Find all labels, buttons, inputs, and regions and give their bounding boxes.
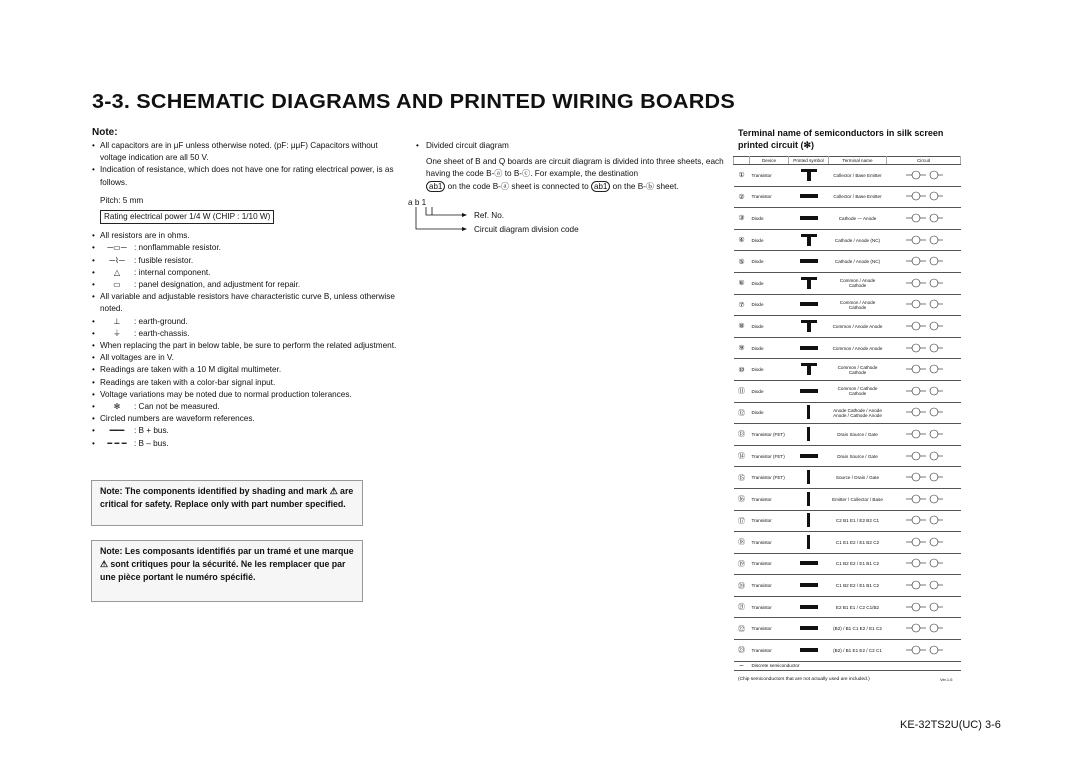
device-name: Transistor xyxy=(750,488,789,510)
circuit-symbol xyxy=(887,596,961,618)
table-row xyxy=(734,229,961,251)
circuit-symbol xyxy=(887,575,961,597)
circuit-symbol-icon xyxy=(904,405,944,419)
printed-symbol-icon xyxy=(800,605,818,609)
division-code-label: Circuit diagram division code xyxy=(474,224,579,234)
code-ab1: ab1 xyxy=(426,181,445,192)
printed-symbol-icon xyxy=(801,363,817,375)
printed-symbol xyxy=(789,488,829,510)
row-number: ⑧ xyxy=(734,316,750,338)
note-item xyxy=(92,364,400,376)
safety-note-en-text: Note: The components identified by shading and mark ⚠ are critical for safety. Replace only with part number specified. xyxy=(100,486,354,509)
circuit-symbol xyxy=(887,532,961,554)
printed-symbol-icon xyxy=(807,535,810,549)
circuit-symbol-icon xyxy=(904,297,944,311)
circuit-symbol-icon xyxy=(904,643,944,657)
safety-note-en xyxy=(91,480,363,526)
note-item xyxy=(92,316,400,328)
terminal-name-text: Collector / Base Emitter xyxy=(833,194,882,200)
printed-symbol-icon xyxy=(800,561,818,565)
device-name: Diode xyxy=(750,294,789,316)
table-row xyxy=(734,251,961,273)
circuit-symbol xyxy=(887,272,961,294)
row-number: ⑪ xyxy=(734,380,750,402)
terminal-name xyxy=(829,272,887,294)
col-terminal-name: Terminal name xyxy=(829,157,887,165)
table-row xyxy=(734,424,961,446)
table-row xyxy=(734,316,961,338)
terminal-name xyxy=(829,596,887,618)
note-item xyxy=(92,340,400,352)
terminal-name xyxy=(829,575,887,597)
printed-symbol xyxy=(789,424,829,446)
device-name: Diode xyxy=(750,251,789,273)
divided-diagram-section xyxy=(408,140,736,237)
printed-symbol xyxy=(789,553,829,575)
printed-symbol-icon xyxy=(800,194,818,198)
device-name: Transistor xyxy=(750,510,789,532)
table-row xyxy=(734,208,961,230)
legend-symbol: ⏚ xyxy=(112,328,122,338)
legend-text: Readings are taken with a 10 M digital multimeter. xyxy=(100,365,282,375)
terminal-name-text: Common / Anode Anode xyxy=(832,323,883,329)
terminal-name xyxy=(829,359,887,381)
circuit-symbol-icon xyxy=(904,492,944,506)
printed-symbol-icon xyxy=(801,234,817,246)
terminal-name xyxy=(829,294,887,316)
legend-symbol: ✻ xyxy=(113,402,121,412)
circuit-symbol xyxy=(887,229,961,251)
printed-symbol-icon xyxy=(807,470,810,484)
row-number: ⑤ xyxy=(734,251,750,273)
device-name: Diode xyxy=(750,229,789,251)
printed-symbol-icon xyxy=(800,626,818,630)
device-name: Diode xyxy=(750,208,789,230)
col-no xyxy=(734,157,750,165)
printed-symbol xyxy=(789,402,829,424)
note-item xyxy=(92,438,400,450)
printed-symbol-icon xyxy=(800,648,818,652)
row-number: ① xyxy=(734,165,750,187)
terminal-name xyxy=(829,640,887,662)
table-row xyxy=(734,165,961,187)
device-name: Transistor (FET) xyxy=(750,424,789,446)
legend-symbol: ▭ xyxy=(113,280,121,290)
legend-text: : B – bus. xyxy=(134,438,169,448)
row-number: ⑲ xyxy=(734,553,750,575)
circuit-symbol-icon xyxy=(904,427,944,441)
printed-symbol-icon xyxy=(800,583,818,587)
device-name: Transistor xyxy=(750,575,789,597)
printed-symbol xyxy=(789,596,829,618)
circuit-symbol-icon xyxy=(904,600,944,614)
terminal-name-text: Anode Cathode / Anode Anode / Cathode Anode xyxy=(833,407,882,418)
terminal-name-text: Source / Drain / Gate xyxy=(835,475,880,481)
legend-text: : B + bus. xyxy=(134,426,169,436)
terminal-name xyxy=(829,467,887,489)
table-row xyxy=(734,186,961,208)
circuit-symbol xyxy=(887,467,961,489)
printed-symbol-icon xyxy=(807,492,810,506)
legend-text: : earth-chassis. xyxy=(134,328,190,338)
device-name: Transistor xyxy=(750,618,789,640)
device-name: Transistor xyxy=(750,165,789,187)
circuit-symbol-icon xyxy=(904,621,944,635)
col-circuit: Circuit xyxy=(887,157,961,165)
terminal-name-text: (B2) / B1 C1 E2 / E1 C2 xyxy=(833,626,882,632)
row-number: ⑯ xyxy=(734,488,750,510)
row-number: ⑰ xyxy=(734,510,750,532)
legend-symbol: ━ ━ ━ xyxy=(107,438,127,448)
note-item xyxy=(92,377,400,389)
legend-symbol: ━━━ xyxy=(109,426,125,436)
terminal-name-text: Common / Anode Anode xyxy=(832,345,883,351)
terminal-name-text: Cathode / Anode (NC) xyxy=(834,259,881,265)
legend-symbol: ⊥ xyxy=(113,316,121,326)
legend-text: Readings are taken with a color-bar signal input. xyxy=(100,377,276,387)
note-item xyxy=(92,255,400,267)
semiconductor-table-heading: Terminal name of semiconductors in silk screen printed circuit (✻) xyxy=(738,128,944,150)
printed-symbol-icon xyxy=(807,405,810,419)
ref-no-label: Ref. No. xyxy=(474,210,505,220)
printed-symbol-icon xyxy=(801,320,817,332)
legend-text: Circled numbers are waveform references. xyxy=(100,414,255,424)
printed-symbol xyxy=(789,575,829,597)
circuit-symbol-icon xyxy=(904,254,944,268)
safety-note-fr xyxy=(91,540,363,602)
circuit-symbol xyxy=(887,251,961,273)
terminal-name xyxy=(829,251,887,273)
circuit-symbol xyxy=(887,402,961,424)
row-number: ⑳ xyxy=(734,575,750,597)
table-row xyxy=(734,640,961,662)
printed-symbol-icon xyxy=(800,346,818,350)
terminal-name-text: Cathode — Anode xyxy=(838,215,877,221)
note-item xyxy=(92,291,400,315)
device-name: Diode xyxy=(750,359,789,381)
table-row xyxy=(734,294,961,316)
circuit-symbol-icon xyxy=(904,384,944,398)
printed-symbol-icon xyxy=(800,389,818,393)
device-name: Transistor (FET) xyxy=(750,445,789,467)
page-footer: KE-32TS2U(UC) 3-6 xyxy=(900,719,1001,731)
terminal-name-text: C2 B1 E1 / E2 B2 C1 xyxy=(835,518,880,524)
circuit-symbol-icon xyxy=(904,556,944,570)
legend-text: : fusible resistor. xyxy=(134,255,194,265)
printed-symbol xyxy=(789,510,829,532)
table-row xyxy=(734,359,961,381)
circuit-symbol xyxy=(887,186,961,208)
printed-symbol xyxy=(789,208,829,230)
terminal-name-text: Common / Anode Cathode xyxy=(839,299,876,310)
note-item xyxy=(92,352,400,364)
row-number: ② xyxy=(734,186,750,208)
device-name: Transistor xyxy=(750,640,789,662)
row-number: ㉒ xyxy=(734,618,750,640)
note-item xyxy=(92,328,400,340)
printed-symbol xyxy=(789,467,829,489)
terminal-name xyxy=(829,229,887,251)
terminal-name-text: C1 E1 E2 / E1 B2 C2 xyxy=(835,539,880,545)
printed-symbol-icon xyxy=(801,169,817,181)
table-row xyxy=(734,272,961,294)
circuit-symbol xyxy=(887,618,961,640)
device-name: Diode xyxy=(750,272,789,294)
legend-symbol: △ xyxy=(113,267,121,277)
legend-text: : earth-ground. xyxy=(134,316,188,326)
row-number: ㉓ xyxy=(734,640,750,662)
printed-symbol xyxy=(789,359,829,381)
note-item xyxy=(92,230,400,242)
printed-symbol-icon xyxy=(801,277,817,289)
divided-text: One sheet of B and Q boards are circuit diagram is divided into three sheets, each having the code B-ⓐ to B-ⓒ. For example, the destination ab1 on the code B-ⓐ sheet is connected to ab1 on the B-ⓑ sheet. xyxy=(426,157,724,191)
circuit-symbol-icon xyxy=(904,341,944,355)
terminal-name-text: Common / Anode Cathode xyxy=(839,278,876,289)
table-row xyxy=(734,575,961,597)
table-row xyxy=(734,618,961,640)
row-number: ⑬ xyxy=(734,424,750,446)
circuit-symbol xyxy=(887,380,961,402)
printed-symbol xyxy=(789,186,829,208)
printed-symbol-icon xyxy=(807,513,810,527)
terminal-name-text: E2 B1 E1 / C2 C1/B2 xyxy=(835,604,880,610)
legend-text: : Can not be measured. xyxy=(134,402,220,412)
table-footnote: (Chip semiconductors that are not actually used are included.) xyxy=(738,677,870,682)
circuit-symbol-icon xyxy=(904,189,944,203)
notes-column xyxy=(92,140,400,450)
row-number: ⑮ xyxy=(734,467,750,489)
row-number: ④ xyxy=(734,229,750,251)
printed-symbol-icon xyxy=(807,427,810,441)
printed-symbol xyxy=(789,165,829,187)
terminal-name-text: Cathode / Anode (NC) xyxy=(834,237,881,243)
discrete-label: Discrete semiconductor xyxy=(750,661,961,670)
terminal-name-text: Emitter / Collector / Base xyxy=(832,496,883,502)
printed-symbol-icon xyxy=(800,259,818,263)
terminal-name xyxy=(829,186,887,208)
circuit-symbol xyxy=(887,553,961,575)
circuit-symbol-icon xyxy=(904,276,944,290)
table-row xyxy=(734,532,961,554)
printed-symbol-icon xyxy=(800,302,818,306)
legend-symbol: ─⌇─ xyxy=(109,255,125,265)
row-number: ⑱ xyxy=(734,532,750,554)
divided-heading: • Divided circuit diagram xyxy=(416,141,509,150)
device-name: Transistor xyxy=(750,596,789,618)
table-row xyxy=(734,445,961,467)
printed-symbol-icon xyxy=(800,216,818,220)
code-diagram xyxy=(408,197,736,237)
note-item xyxy=(92,413,400,425)
terminal-name xyxy=(829,380,887,402)
terminal-name xyxy=(829,488,887,510)
circuit-symbol xyxy=(887,208,961,230)
legend-text: When replacing the part in below table, be sure to perform the related adjustment. xyxy=(100,341,397,351)
circuit-symbol xyxy=(887,488,961,510)
note-item: • All capacitors are in μF unless otherwise noted. (pF: μμF) Capacitors without voltage indication are all 50 V. xyxy=(92,140,400,164)
note-item xyxy=(92,389,400,401)
terminal-name-text: Drain Source / Gate xyxy=(837,453,878,459)
terminal-name-text: C1 B2 E2 / E1 B1 C2 xyxy=(835,561,880,567)
code-ab1: ab1 xyxy=(591,181,610,192)
terminal-name xyxy=(829,402,887,424)
circuit-symbol xyxy=(887,445,961,467)
printed-symbol xyxy=(789,532,829,554)
table-row xyxy=(734,402,961,424)
row-number: ⑥ xyxy=(734,272,750,294)
terminal-name xyxy=(829,532,887,554)
printed-symbol xyxy=(789,337,829,359)
circuit-symbol-icon xyxy=(904,211,944,225)
table-version: Ver.1.6 xyxy=(940,677,953,682)
circuit-symbol-icon xyxy=(904,168,944,182)
circuit-symbol-icon xyxy=(904,319,944,333)
row-number: ⑦ xyxy=(734,294,750,316)
code-arrows xyxy=(412,207,472,237)
printed-symbol xyxy=(789,272,829,294)
circuit-symbol xyxy=(887,337,961,359)
pitch-line: Pitch: 5 mm xyxy=(100,195,144,205)
row-number: ③ xyxy=(734,208,750,230)
row-number: ⑨ xyxy=(734,337,750,359)
legend-text: All voltages are in V. xyxy=(100,353,174,363)
device-name: Transistor xyxy=(750,532,789,554)
device-name: Transistor xyxy=(750,553,789,575)
row-number: ⑭ xyxy=(734,445,750,467)
terminal-name xyxy=(829,208,887,230)
safety-note-fr-text: Note: Les composants identifiés par un tramé et une marque ⚠ sont critiques pour la sécurité. Ne les remplacer que par une pièce portant le numéro spécifié. xyxy=(100,546,354,582)
device-name: Transistor xyxy=(750,186,789,208)
circuit-symbol-icon xyxy=(904,449,944,463)
legend-text: All variable and adjustable resistors have characteristic curve B, unless otherwise noted. xyxy=(100,292,395,314)
semiconductor-table: Device Printed symbol Terminal name Circuit ① Transistor Collector / Base Emitter ② Transistor Collector / Base Emitter ③ Diode Cathode — Anode ④ Diode Cathode / Anode (NC) ⑤ Diode Cathode / Anode (NC) ⑥ Diode Common / Anode Cathode ⑦ Diode Common / Anode Cathode ⑧ Diode Common / Anode Anode ⑨ Diode Common / Anode Anode ⑩ Diode Common / Cathode Cathode ⑪ Diode Common / Cathode Cathode ⑫ Diode Anode Cathode / Anode Anode / Cathode Anode ⑬ Transistor (FET) Drain Source / Gate ⑭ Transistor (FET) Drain Source / Gate ⑮ Transistor (FET) Source / Drain / Gate ⑯ Transistor Emitter / Collector / Base ⑰ Transistor C2 B1 E1 / E2 B2 C1 ⑱ Transistor C1 E1 E2 / E1 B2 C2 ⑲ Transistor C1 B2 E2 / E1 B1 C2 ⑳ Transistor C1 B2 E2 / E1 B1 C2 ㉑ Transistor E2 B1 E1 / C2 C1/B2 ㉒ Transistor (B2) / B1 C1 E2 / E1 C2 ㉓ Transistor (B2) / B1 E1 E2 / C2 C1 – Discrete semiconductor xyxy=(733,156,961,671)
circuit-symbol-icon xyxy=(904,233,944,247)
table-row xyxy=(734,553,961,575)
table-row xyxy=(734,596,961,618)
code-letters: a b 1 xyxy=(408,197,427,207)
terminal-name-text: Common / Cathode Cathode xyxy=(837,364,878,375)
table-row xyxy=(734,467,961,489)
device-name: Diode xyxy=(750,337,789,359)
printed-symbol xyxy=(789,251,829,273)
table-row xyxy=(734,510,961,532)
terminal-name xyxy=(829,424,887,446)
circuit-symbol xyxy=(887,424,961,446)
circuit-symbol-icon xyxy=(904,578,944,592)
note-item xyxy=(92,267,400,279)
terminal-name-text: Drain Source / Gate xyxy=(837,431,878,437)
printed-symbol-icon xyxy=(800,454,818,458)
note-item xyxy=(92,401,400,413)
printed-symbol xyxy=(789,380,829,402)
col-device: Device xyxy=(750,157,789,165)
terminal-name-text: Common / Cathode Cathode xyxy=(837,386,878,397)
device-name: Diode xyxy=(750,402,789,424)
terminal-name xyxy=(829,316,887,338)
terminal-name-text: Collector / Base Emitter xyxy=(833,172,882,178)
device-name: Diode xyxy=(750,316,789,338)
note-item xyxy=(92,242,400,254)
circuit-symbol-icon xyxy=(904,535,944,549)
note-item xyxy=(92,279,400,291)
legend-text: : internal component. xyxy=(134,267,211,277)
terminal-name xyxy=(829,445,887,467)
col-printed-symbol: Printed symbol xyxy=(789,157,829,165)
circuit-symbol xyxy=(887,359,961,381)
row-number: ⑫ xyxy=(734,402,750,424)
terminal-name xyxy=(829,510,887,532)
circuit-symbol-icon xyxy=(904,362,944,376)
legend-text: Voltage variations may be noted due to normal production tolerances. xyxy=(100,389,352,399)
device-name: Transistor (FET) xyxy=(750,467,789,489)
table-row xyxy=(734,380,961,402)
legend-text: : panel designation, and adjustment for repair. xyxy=(134,280,301,290)
circuit-symbol-icon xyxy=(904,470,944,484)
printed-symbol xyxy=(789,294,829,316)
table-row xyxy=(734,488,961,510)
page-title: 3-3. SCHEMATIC DIAGRAMS AND PRINTED WIRING BOARDS xyxy=(92,91,736,113)
circuit-symbol-icon xyxy=(904,513,944,527)
note-item xyxy=(92,425,400,437)
printed-symbol xyxy=(789,316,829,338)
circuit-symbol xyxy=(887,640,961,662)
legend-text: : nonflammable resistor. xyxy=(134,243,221,253)
rating-box: Rating electrical power 1/4 W (CHIP : 1/10 W) xyxy=(100,210,274,224)
note-item: • Indication of resistance, which does not have one for rating electrical power, is as follows. xyxy=(92,164,400,188)
row-number: ㉑ xyxy=(734,596,750,618)
legend-text: All resistors are in ohms. xyxy=(100,231,190,241)
circuit-symbol xyxy=(887,510,961,532)
terminal-name xyxy=(829,553,887,575)
circuit-symbol xyxy=(887,165,961,187)
terminal-name xyxy=(829,337,887,359)
printed-symbol xyxy=(789,445,829,467)
legend-symbol: ─▭─ xyxy=(107,243,127,253)
device-name: Diode xyxy=(750,380,789,402)
table-row xyxy=(734,337,961,359)
terminal-name xyxy=(829,618,887,640)
printed-symbol xyxy=(789,640,829,662)
circuit-symbol xyxy=(887,316,961,338)
circuit-symbol xyxy=(887,294,961,316)
printed-symbol xyxy=(789,618,829,640)
terminal-name xyxy=(829,165,887,187)
note-heading: Note: xyxy=(92,127,118,138)
terminal-name-text: C1 B2 E2 / E1 B1 C2 xyxy=(835,583,880,589)
printed-symbol xyxy=(789,229,829,251)
terminal-name-text: (B2) / B1 E1 E2 / C2 C1 xyxy=(833,647,882,653)
row-number: ⑩ xyxy=(734,359,750,381)
